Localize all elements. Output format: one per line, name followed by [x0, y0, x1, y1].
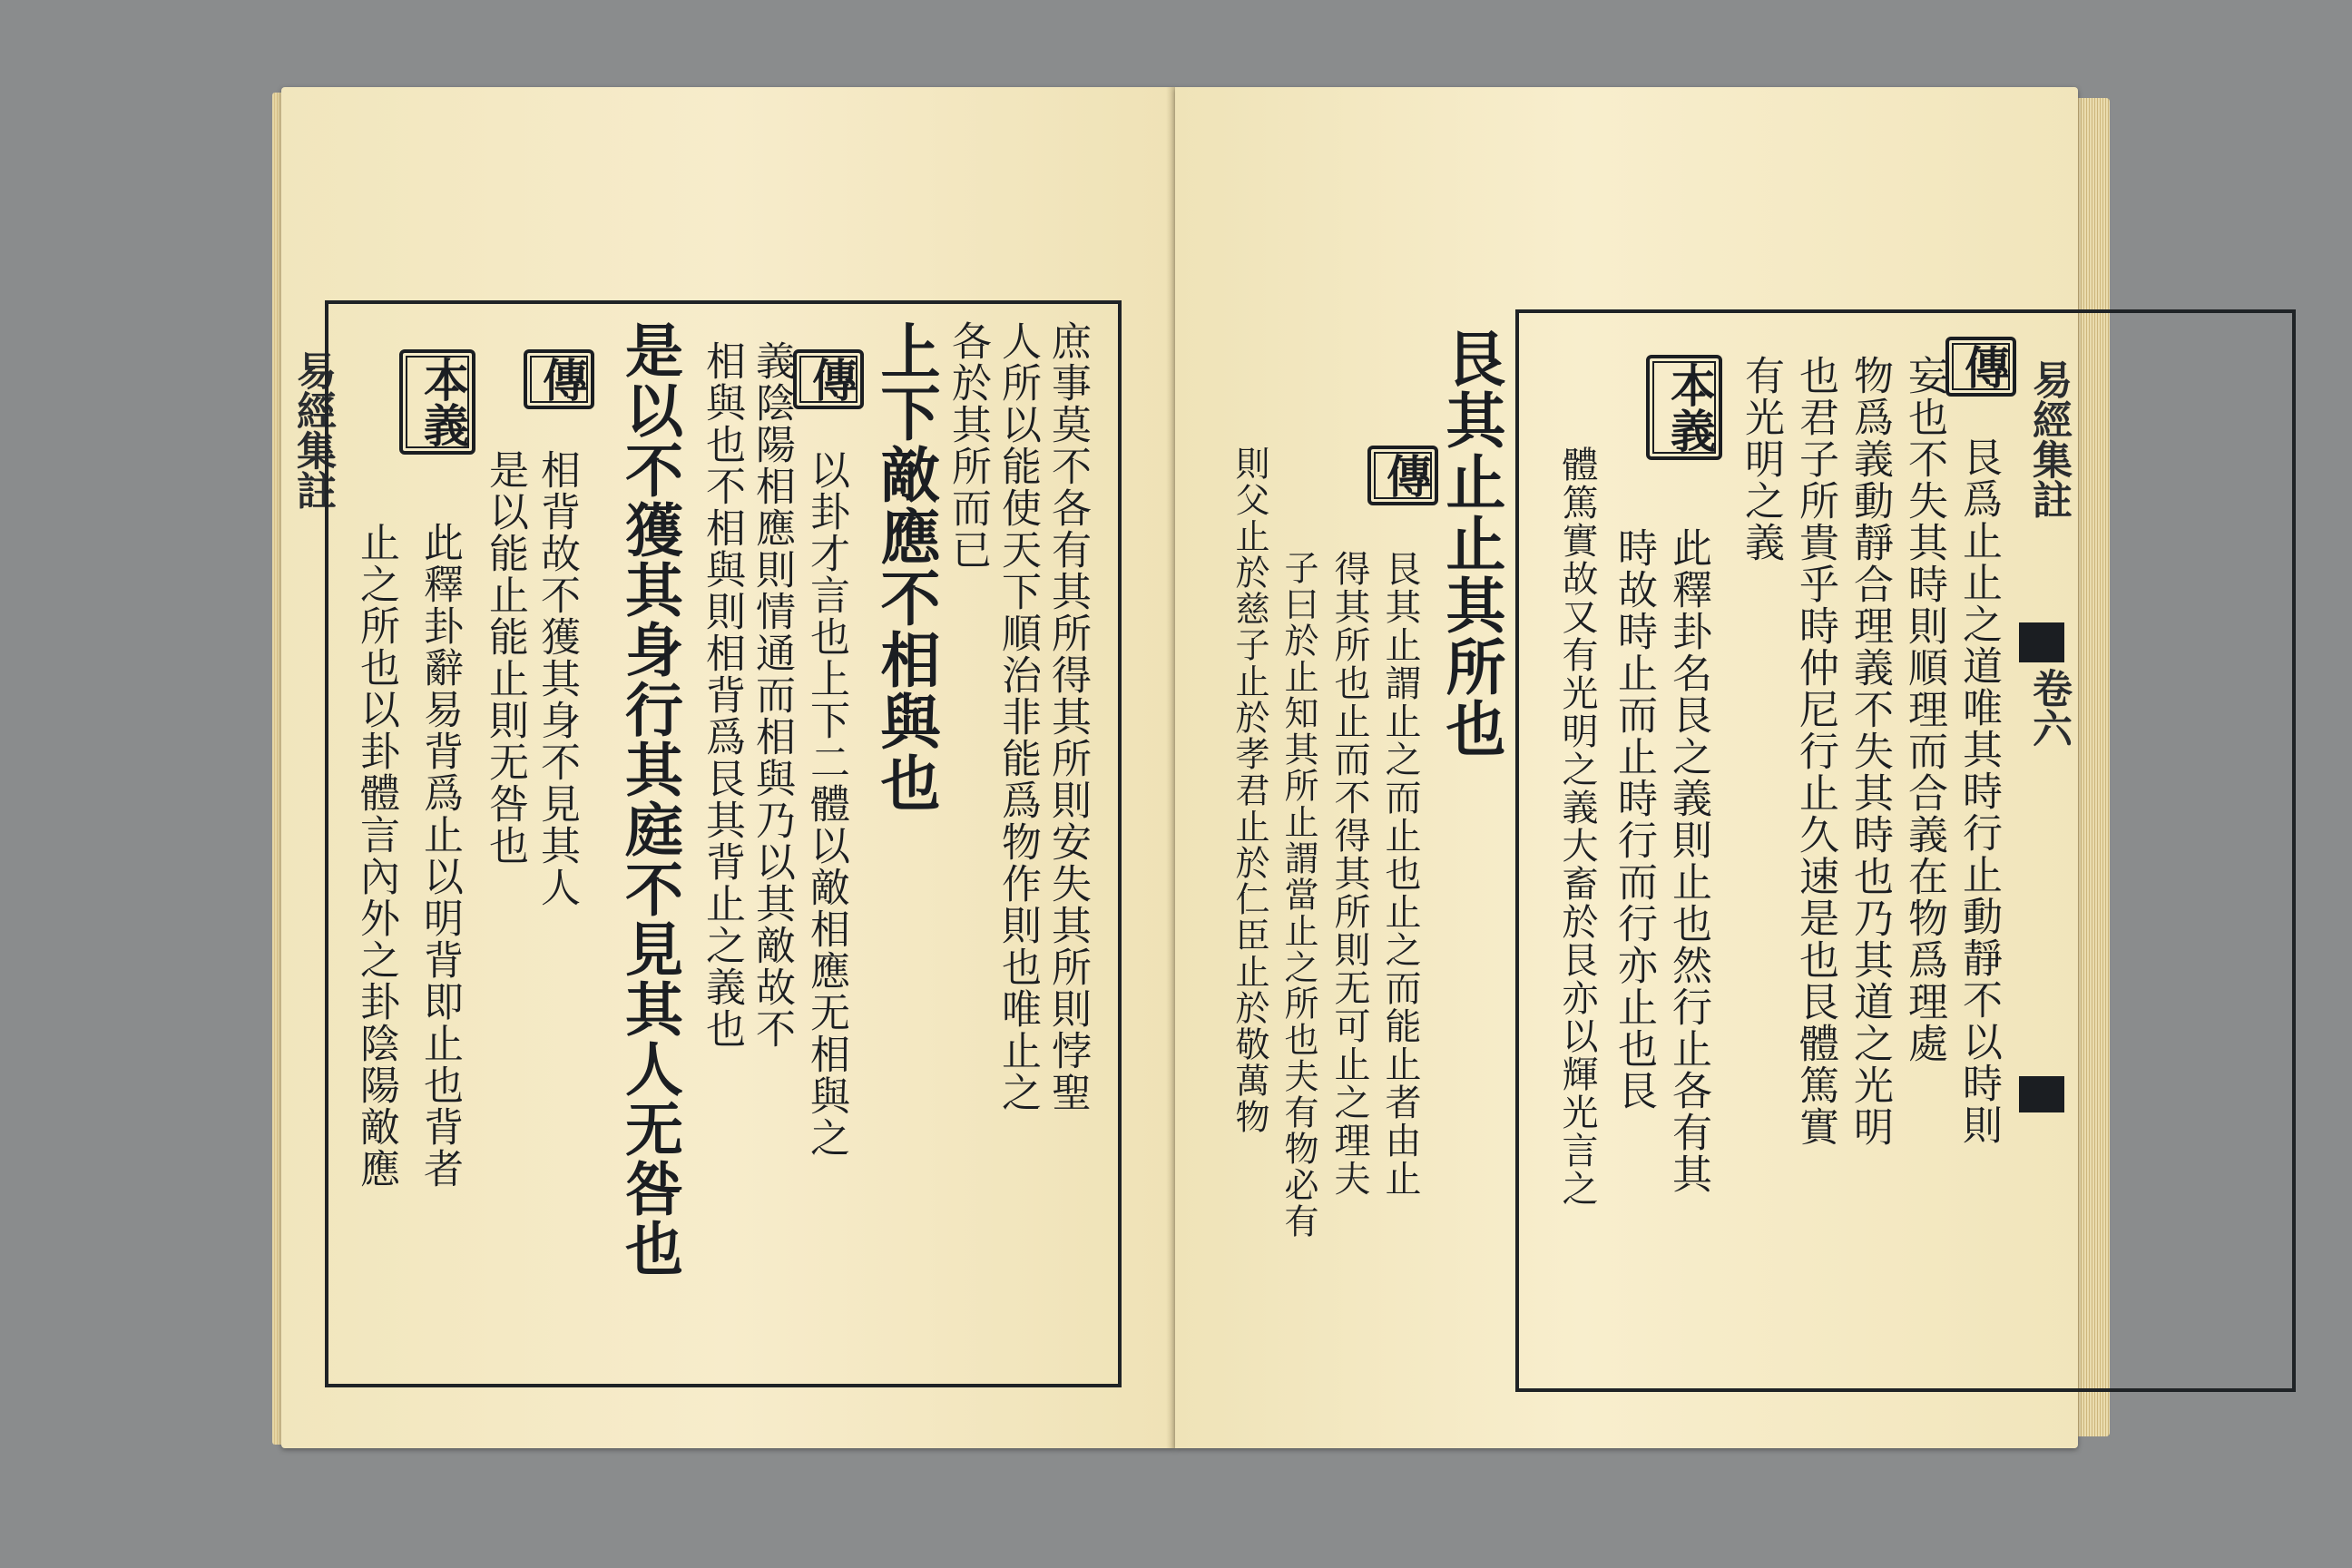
left-text-frame	[325, 300, 1122, 1387]
text-column: 人所以能使天下順治非能爲物作則也唯止之	[995, 320, 1041, 1113]
text-column: 子曰於止知其所止謂當止之所也夫有物必有	[1279, 550, 1318, 1240]
right-text-area-2	[1230, 309, 1520, 1385]
commentary-badge: 傳	[1945, 337, 2016, 397]
text-column: 庶事莫不各有其所得其所則安失其所則悖聖	[1044, 320, 1091, 1113]
right-text-area	[1519, 309, 2020, 1385]
text-column: 時故時止而止時行而行亦止也艮	[1611, 527, 1657, 1112]
main-text-column: 上下敵應不相與也	[870, 320, 941, 814]
main-text-column: 是以不獲其身行其庭不見其人无咎也	[615, 320, 683, 1279]
text-column: 艮其止謂止之而止也止之而能止者由止	[1379, 550, 1421, 1198]
text-column: 此釋卦名艮之義則止也然行止各有其	[1665, 527, 1711, 1195]
text-column: 是以能止能止則无咎也	[482, 449, 528, 867]
text-column: 相背故不獲其身不見其人	[534, 449, 580, 908]
text-column: 止之所也以卦體言內外之卦陰陽敵應	[353, 522, 399, 1190]
left-page	[281, 87, 1175, 1448]
text-column: 體篤實故又有光明之義大畜於艮亦以輝光言之	[1556, 446, 1598, 1208]
text-column: 物爲義動靜合理義不失其時也乃其道之光明	[1847, 355, 1893, 1148]
open-book	[272, 87, 2122, 1477]
text-column: 相與也不相與則相背爲艮其背止之義也	[699, 340, 745, 1050]
commentary-badge: 本義	[399, 349, 475, 455]
right-edge-fold: 卷六	[2025, 668, 2072, 748]
commentary-badge: 本義	[1646, 355, 1722, 460]
text-column: 得其所也止而不得其所則无可止之理夫	[1328, 550, 1370, 1198]
text-column: 義陰陽相應則情通而相與乃以其敵故不	[749, 340, 795, 1050]
main-text-column: 艮其止止其所也	[1436, 328, 1506, 760]
right-edge-title: 易經集註	[2025, 359, 2072, 519]
commentary-badge: 傳	[793, 349, 864, 409]
text-column: 以卦才言也上下二體以敵相應无相與之	[803, 449, 849, 1159]
commentary-badge: 傳	[524, 349, 594, 409]
commentary-badge: 傳	[1367, 446, 1438, 505]
text-column: 有光明之義	[1738, 355, 1784, 564]
left-edge-title: 易經集註	[289, 350, 336, 510]
text-column: 則父止於慈子止於孝君止於仁臣止於敬萬物	[1230, 446, 1269, 1135]
text-column: 艮爲止止之道唯其時行止動靜不以時則	[1955, 436, 2002, 1146]
text-column: 妄也不失其時則順理而合義在物爲理處	[1901, 355, 1947, 1064]
text-column: 此釋卦辭易背爲止以明背即止也背者	[416, 522, 463, 1190]
text-column: 也君子所貴乎時仲尼行止久速是也艮體篤實	[1792, 355, 1838, 1148]
text-column: 各於其所而已	[945, 320, 991, 571]
